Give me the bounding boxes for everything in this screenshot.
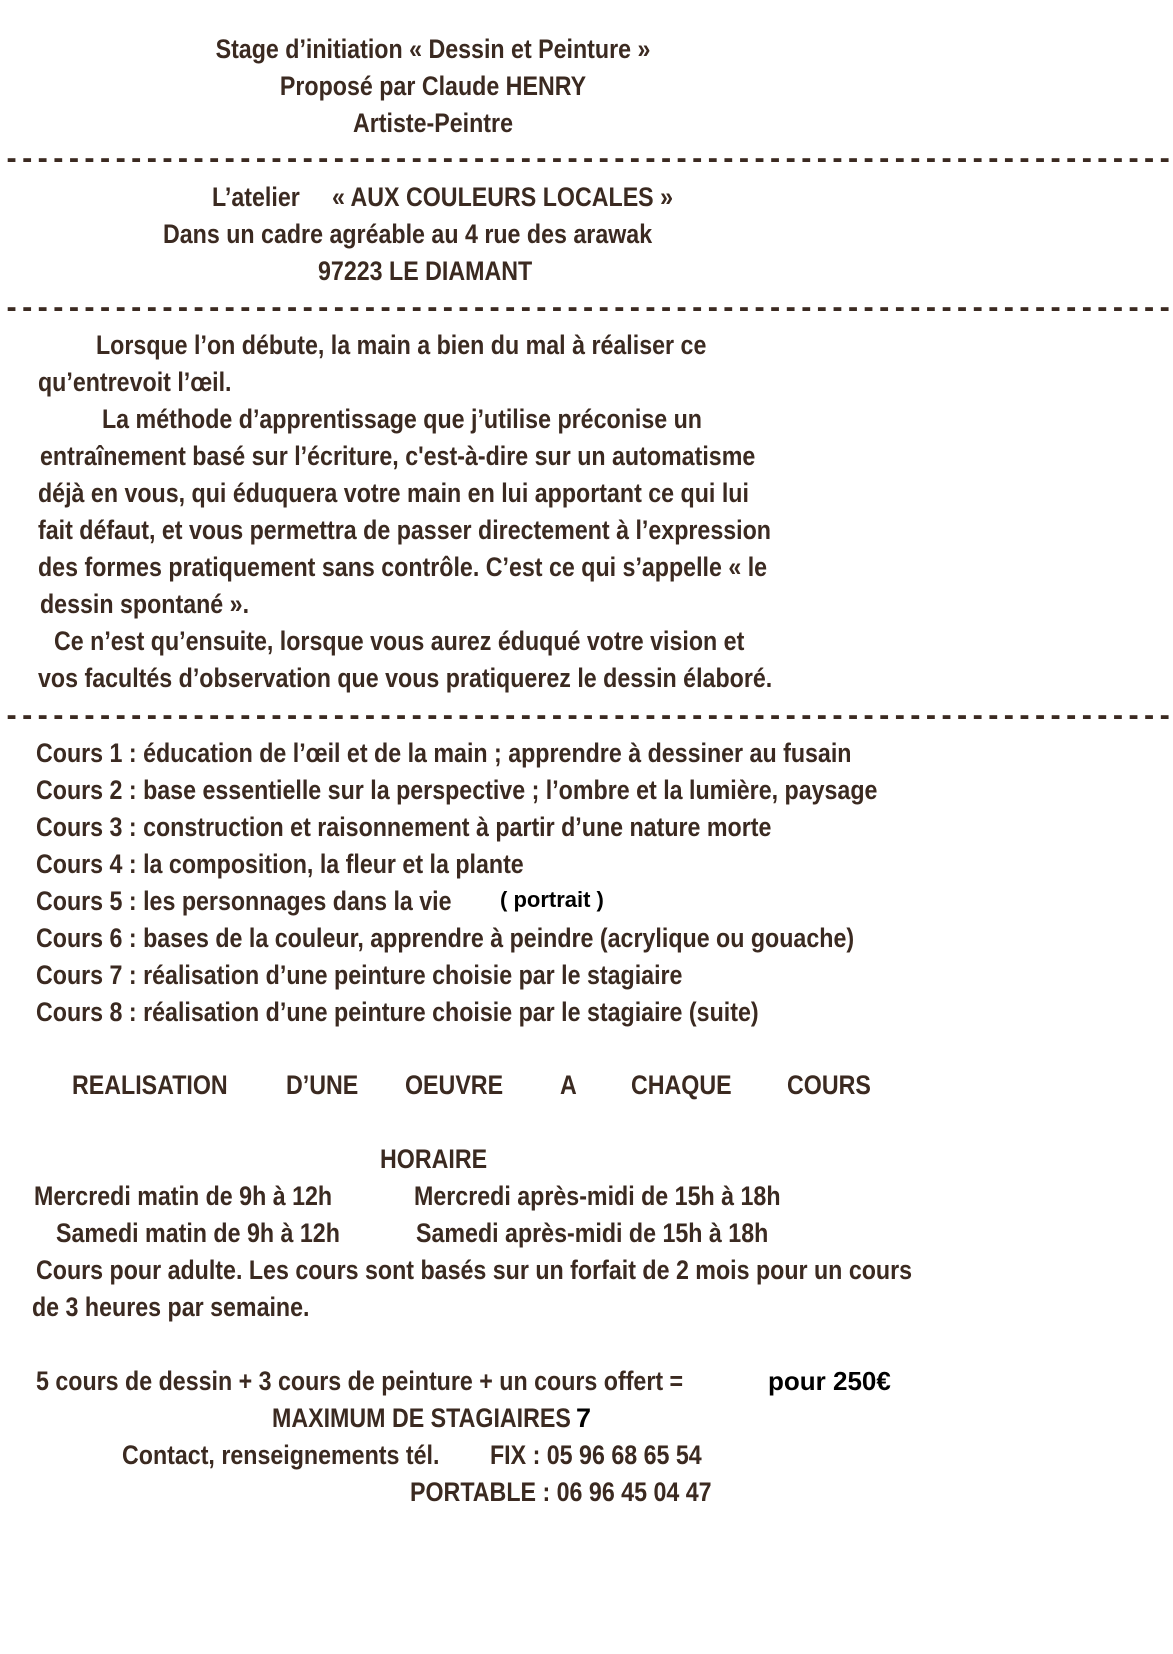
realisation-word: D’UNE xyxy=(286,1070,359,1100)
intro-line: des formes pratiquement sans contrôle. C’est ce qui s’appelle « le xyxy=(38,552,768,582)
contact-label: Contact, renseignements tél. xyxy=(122,1440,440,1470)
separator-1: --------------------------------------------------------------------------- xyxy=(4,144,1173,175)
intro-line: dessin spontané ». xyxy=(40,589,250,619)
course-item: Cours 1 : éducation de l’œil et de la main ; apprendre à dessiner au fusain xyxy=(36,738,852,768)
course-item: Cours 3 : construction et raisonnement à partir d’une nature morte xyxy=(36,812,772,842)
intro-line: entraînement basé sur l’écriture, c'est-à-dire sur un automatisme xyxy=(40,441,756,471)
intro-line: fait défaut, et vous permettra de passer directement à l’expression xyxy=(38,515,771,545)
intro-line: qu’entrevoit l’œil. xyxy=(38,367,232,397)
schedule-wed-afternoon: Mercredi après-midi de 15h à 18h xyxy=(414,1181,781,1211)
course-item: Cours 2 : base essentielle sur la perspective ; l’ombre et la lumière, paysage xyxy=(36,775,878,805)
realisation-word: CHAQUE xyxy=(631,1070,732,1100)
atelier-name: « AUX COULEURS LOCALES » xyxy=(332,182,674,212)
contact-portable: PORTABLE : 06 96 45 04 47 xyxy=(410,1477,712,1507)
max-stagiaires-label: MAXIMUM DE STAGIAIRES xyxy=(272,1403,571,1433)
realisation-word: REALISATION xyxy=(72,1070,228,1100)
atelier-address: Dans un cadre agréable au 4 rue des arawak xyxy=(163,219,653,249)
schedule-sat-morning: Samedi matin de 9h à 12h xyxy=(56,1218,340,1248)
intro-line: vos facultés d’observation que vous pratiquerez le dessin élaboré. xyxy=(38,663,773,693)
course-item: Cours 4 : la composition, la fleur et la plante xyxy=(36,849,524,879)
separator-2: --------------------------------------------------------------------------- xyxy=(4,293,1173,324)
page-title: Stage d’initiation « Dessin et Peinture » xyxy=(215,34,651,64)
schedule-note: de 3 heures par semaine. xyxy=(32,1292,310,1322)
course-5-portrait-note: ( portrait ) xyxy=(500,887,604,912)
offer-text: 5 cours de dessin + 3 cours de peinture + un cours offert = xyxy=(36,1366,684,1396)
realisation-word: COURS xyxy=(787,1070,871,1100)
max-stagiaires-value: 7 xyxy=(576,1403,592,1433)
course-item: Cours 5 : les personnages dans la vie xyxy=(36,886,452,916)
schedule-wed-morning: Mercredi matin de 9h à 12h xyxy=(34,1181,333,1211)
intro-line: Lorsque l’on débute, la main a bien du mal à réaliser ce xyxy=(96,330,707,360)
horaire-title: HORAIRE xyxy=(380,1144,488,1174)
schedule-note: Cours pour adulte. Les cours sont basés sur un forfait de 2 mois pour un cours xyxy=(36,1255,913,1285)
schedule-sat-afternoon: Samedi après-midi de 15h à 18h xyxy=(416,1218,769,1248)
atelier-city: 97223 LE DIAMANT xyxy=(318,256,533,286)
separator-3: --------------------------------------------------------------------------- xyxy=(4,701,1173,732)
realisation-word: OEUVRE xyxy=(405,1070,504,1100)
proposer-line: Proposé par Claude HENRY xyxy=(279,71,587,101)
intro-line: Ce n’est qu’ensuite, lorsque vous aurez éduqué votre vision et xyxy=(54,626,745,656)
course-item: Cours 8 : réalisation d’une peinture choisie par le stagiaire (suite) xyxy=(36,997,759,1027)
realisation-word: A xyxy=(560,1070,577,1100)
contact-fix: FIX : 05 96 68 65 54 xyxy=(490,1440,702,1470)
artist-role: Artiste-Peintre xyxy=(352,108,513,138)
course-item: Cours 6 : bases de la couleur, apprendre à peindre (acrylique ou gouache) xyxy=(36,923,855,953)
offer-price: pour 250€ xyxy=(768,1366,891,1396)
atelier-label: L’atelier xyxy=(212,182,300,212)
intro-line: déjà en vous, qui éduquera votre main en lui apportant ce qui lui xyxy=(38,478,749,508)
intro-line: La méthode d’apprentissage que j’utilise préconise un xyxy=(102,404,702,434)
course-item: Cours 7 : réalisation d’une peinture choisie par le stagiaire xyxy=(36,960,683,990)
